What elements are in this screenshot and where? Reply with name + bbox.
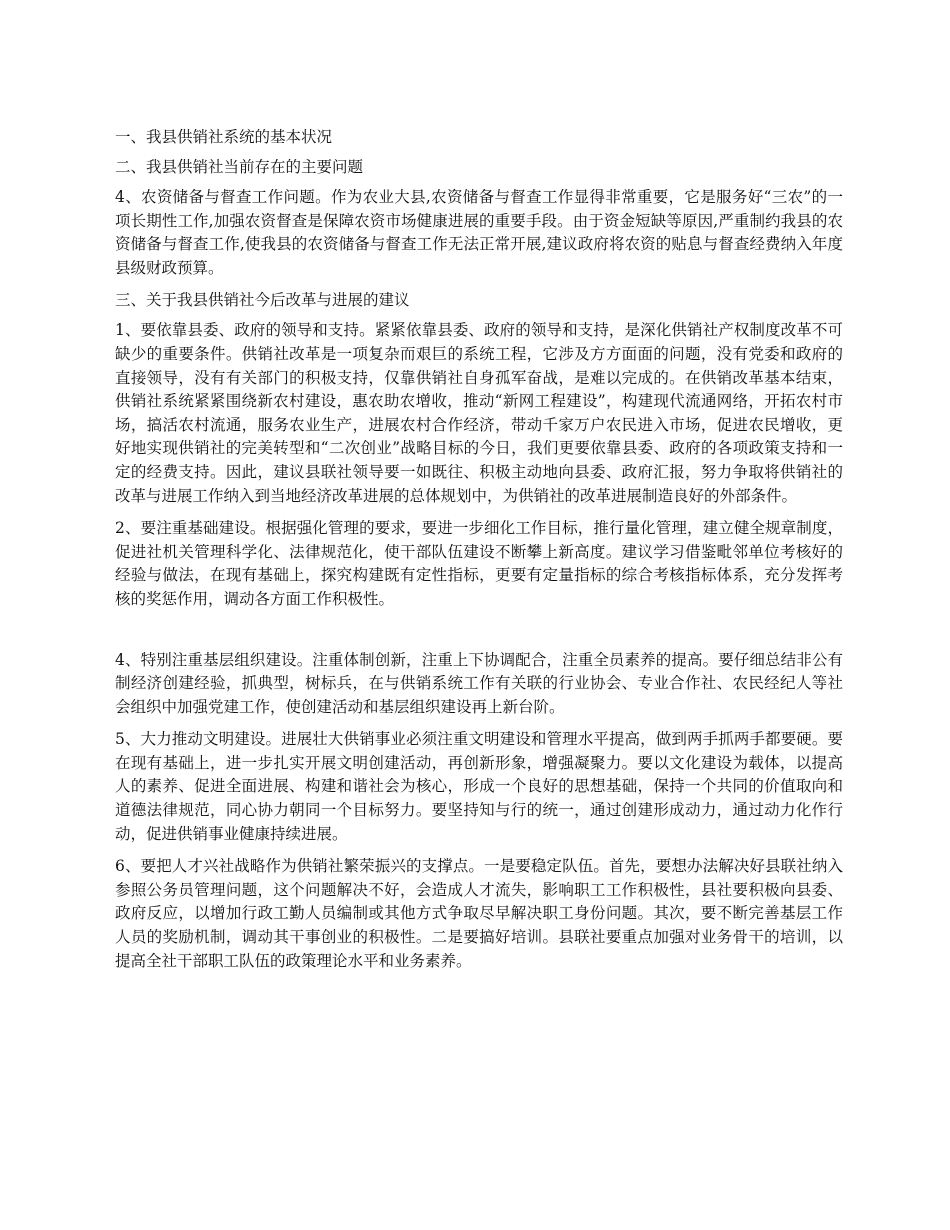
document-page xyxy=(115,126,843,982)
paragraph-civilization-building: 5、大力推动文明建设。进展壮大供销事业必须注重文明建设和管理水平提高，做到两手抓两手都要硬。要在现有基础上，进一步扎实开展文明创建活动，再创新形象，增强凝聚力。要以文化建设为载体，以提高人的素养、促进全面进展、构建和谐社会为核心，形成一个良好的思想基础，保持一个共同的价值取向和道德法律规范，同心协力朝同一个目标努力。要坚持知与行的统一，通过创建形成动力，通过动力化作行动，促进供销事业健康持续进展。 xyxy=(115,730,843,843)
section-heading-1: 一、我县供销社系统的基本状况 xyxy=(115,128,333,146)
section-heading-2: 二、我县供销社当前存在的主要问题 xyxy=(115,158,364,176)
paragraph-talent-strategy: 6、要把人才兴社战略作为供销社繁荣振兴的支撑点。一是要稳定队伍。首先，要想办法解决好县联社纳入参照公务员管理问题，这个问题解决不好，会造成人才流失，影响职工工作积极性，县社要积极向县委、政府反应，以增加行政工勤人员编制或其他方式争取尽早解决职工身份问题。其次，要不断完善基层工作人员的奖励机制，调动其干事创业的积极性。二是要搞好培训。县联社要重点加强对业务骨干的培训，以提高全社干部职工队伍的政策理论水平和业务素养。 xyxy=(115,857,843,970)
paragraph-government-support: 1、要依靠县委、政府的领导和支持。紧紧依靠县委、政府的领导和支持，是深化供销社产权制度改革不可缺少的重要条件。供销社改革是一项复杂而艰巨的系统工程，它涉及方方面面的问题，没有党委和政府的直接领导，没有有关部门的积极支持，仅靠供销社自身孤军奋战，是难以完成的。在供销改革基本结束，供销社系统紧紧围绕新农村建设，惠农助农增收，推动“新网工程建设”，构建现代流通网络，开拓农村市场，搞活农村流通，服务农业生产，进展农村合作经济，带动千家万户农民进入市场，促进农民增收，更好地实现供销社的完美转型和“二次创业”战略目标的今日，我们更要依靠县委、政府的各项政策支持和一定的经费支持。因此，建议县联社领导要一如既往、积极主动地向县委、政府汇报，努力争取将供销社的改革与进展工作纳入到当地经济改革进展的总体规划中，为供销社的改革进展制造良好的外部条件。 xyxy=(115,321,843,505)
paragraph-grassroots-organization: 4、特别注重基层组织建设。注重体制创新，注重上下协调配合，注重全员素养的提高。要仔细总结非公有制经济创建经验，抓典型，树标兵，在与供销系统工作有关联的行业协会、专业合作社、农民经纪人等社会组织中加强党建工作，使创建活动和基层组织建设再上新台阶。 xyxy=(115,650,843,716)
paragraph-supplies-reserve: 4、农资储备与督查工作问题。作为农业大县,农资储备与督查工作显得非常重要，它是服务好“三农”的一项长期性工作,加强农资督查是保障农资市场健康进展的重要手段。由于资金短缺等原因,严重制约我县的农资储备与督查工作,使我县的农资储备与督查工作无法正常开展,建议政府将农资的贴息与督查经费纳入年度县级财政预算。 xyxy=(115,188,843,277)
paragraph-foundation-building: 2、要注重基础建设。根据强化管理的要求，要进一步细化工作目标，推行量化管理，建立健全规章制度，促进社机关管理科学化、法律规范化，使干部队伍建设不断攀上新高度。建议学习借鉴毗邻单位考核好的经验与做法，在现有基础上，探究构建既有定性指标，更要有定量指标的综合考核指标体系，充分发挥考核的奖惩作用，调动各方面工作积极性。 xyxy=(115,519,843,608)
blank-spacer xyxy=(115,621,843,649)
section-heading-3: 三、关于我县供销社今后改革与进展的建议 xyxy=(115,291,410,310)
